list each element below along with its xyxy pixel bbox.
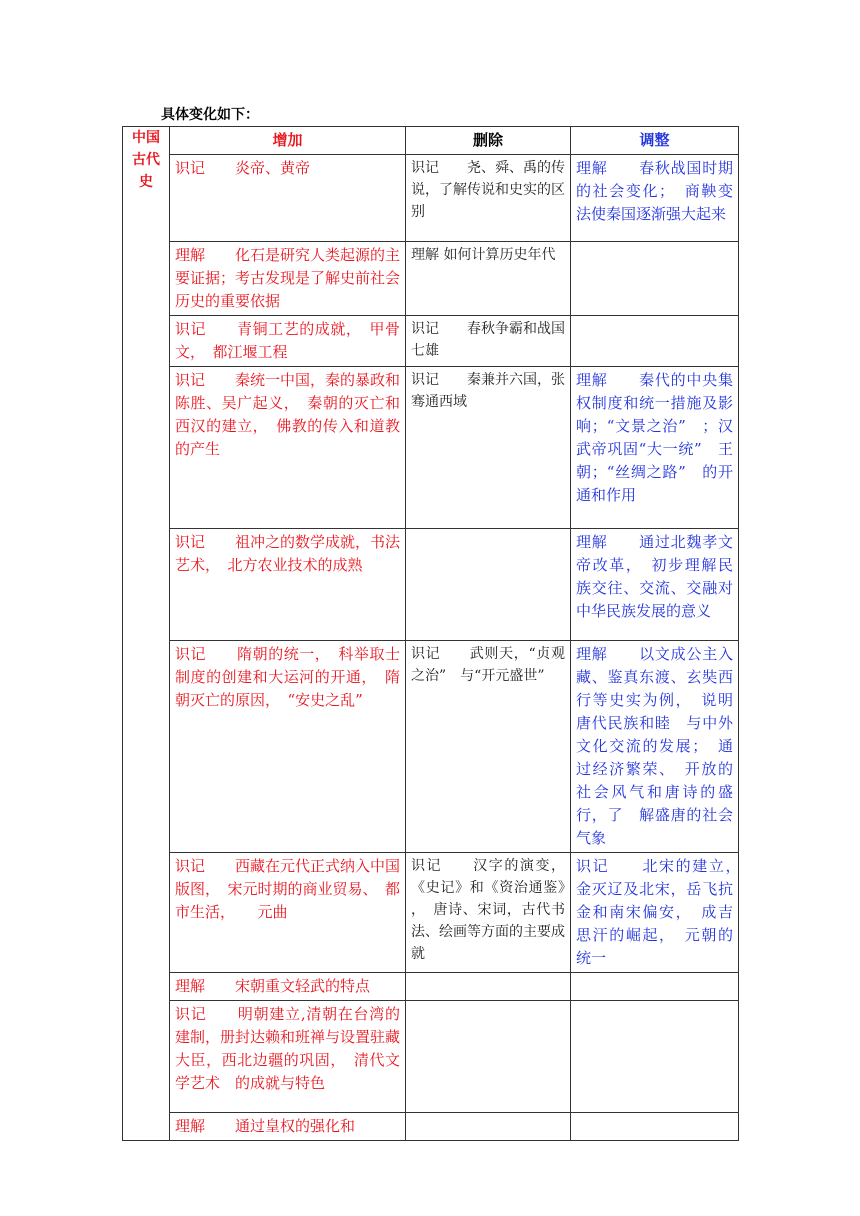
header-delete: 删除 [406,127,571,155]
cell-adjust: 理解 秦代的中央集权制度和统一措施及影响；“文景之治” ；汉武帝巩固“大一统” 王朝；“丝绸之路” 的开通和作用 [571,367,739,529]
cell-adjust [571,242,739,316]
cell-add: 识记 明朝建立,清朝在台湾的建制，册封达赖和班禅与设置驻藏大臣，西北边疆的巩固， 清代文学艺术 的成就与特色 [170,1001,406,1113]
table-row [123,242,739,316]
cell-delete: 识记 尧、舜、禹的传说，了解传说和史实的区别 [406,155,571,242]
header-adjust: 调整 [571,127,739,155]
cell-adjust [571,316,739,367]
curriculum-change-table [122,126,749,1141]
table-row [123,853,739,973]
cell-delete [406,1001,571,1113]
table-row [123,1001,739,1113]
cell-delete [406,529,571,641]
cell-adjust: 理解 以文成公主入藏、鉴真东渡、玄奘西行等史实为例， 说明唐代民族和睦 与中外文化交流的发展； 通过经济繁荣、 开放的社会风气和唐诗的盛行，了 解盛唐的社会气象 [571,641,739,853]
table-row [123,367,739,529]
cell-delete [406,1113,571,1141]
cell-adjust [571,973,739,1001]
cell-add: 理解 通过皇权的强化和 [170,1113,406,1141]
cell-add: 理解 宋朝重文轻武的特点 [170,973,406,1001]
cell-adjust: 识记 北宋的建立， 金灭辽及北宋，岳飞抗金和南宋偏安， 成吉思汗的崛起， 元朝的统一 [571,853,739,973]
cell-delete: 识记 武则天，“贞观之治” 与“开元盛世” [406,641,571,853]
cell-adjust: 理解 春秋战国时期的社会变化； 商鞅变法使秦国逐渐强大起来 [571,155,739,242]
cell-add: 识记 隋朝的统一， 科举取士制度的创建和大运河的开通， 隋朝灭亡的原因， “安史之乱” [170,641,406,853]
cell-add: 理解 化石是研究人类起源的主要证据；考古发现是了解史前社会历史的重要依据 [170,242,406,316]
intro-text: 具体变化如下： [161,107,259,123]
table-row [123,1113,739,1141]
header-add: 增加 [170,127,406,155]
header-row [123,127,739,155]
table-row [123,529,739,641]
cell-delete: 识记 春秋争霸和战国七雄 [406,316,571,367]
table-row [123,641,739,853]
cell-adjust: 理解 通过北魏孝文帝改革， 初步理解民族交往、交流、交融对中华民族发展的意义 [571,529,739,641]
side-label-cell [123,127,170,1141]
cell-delete: 理解 如何计算历史年代 [406,242,571,316]
cell-delete: 识记 秦兼并六国，张骞通西域 [406,367,571,529]
cell-add: 识记 青铜工艺的成就， 甲骨文， 都江堰工程 [170,316,406,367]
table-row [123,155,739,242]
cell-add: 识记 祖冲之的数学成就，书法艺术， 北方农业技术的成熟 [170,529,406,641]
cell-delete: 识记 汉字的演变，《史记》和《资治通鉴》 ， 唐诗、宋词，古代书法、绘画等方面的主要成就 [406,853,571,973]
cell-add: 识记 西藏在元代正式纳入中国版图， 宋元时期的商业贸易、 都市生活， 元曲 [170,853,406,973]
table-row [123,973,739,1001]
cell-add: 识记 秦统一中国，秦的暴政和陈胜、吴广起义， 秦朝的灭亡和西汉的建立， 佛教的传入和道教的产生 [170,367,406,529]
side-label: 中国古代史 [132,130,160,190]
cell-adjust [571,1113,739,1141]
cell-add: 识记 炎帝、黄帝 [170,155,406,242]
cell-delete [406,973,571,1001]
table-row [123,316,739,367]
cell-adjust [571,1001,739,1113]
